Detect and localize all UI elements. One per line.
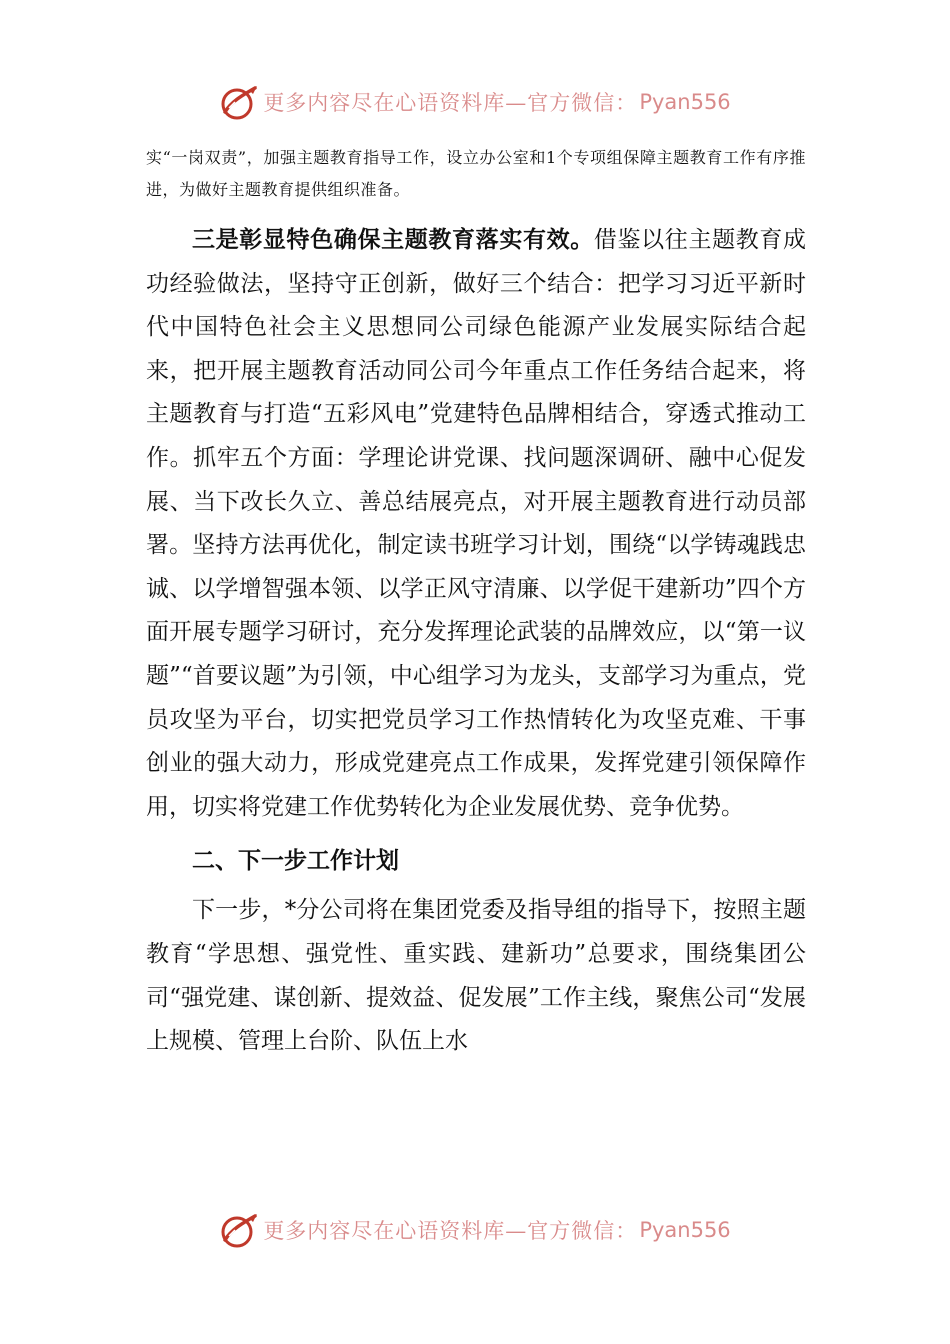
banner-text: 更多内容尽在心语资料库—官方微信：	[263, 1219, 638, 1243]
intro-paragraph: 实“一岗双责”，加强主题教育指导工作，设立办公室和1个专项组保障主题教育工作有序推进，为做好主题教育提供组织准备。	[146, 148, 806, 199]
pen-logo-icon	[219, 82, 259, 122]
section-three-lead: 三是彰显特色确保主题教育落实有效。	[192, 226, 594, 253]
banner-wechat-handle: Pyan556	[639, 1218, 731, 1242]
header-banner	[0, 80, 950, 124]
pen-logo-icon	[219, 1210, 259, 1250]
document-body	[146, 142, 806, 1064]
banner-text: 更多内容尽在心语资料库—官方微信：	[263, 91, 638, 115]
next-plan-paragraph: 下一步，*分公司将在集团党委及指导组的指导下，按照主题教育“学思想、强党性、重实践、建新功”总要求，围绕集团公司“强党建、谋创新、提效益、促发展”工作主线，聚焦公司“发展上规模、管理上台阶、队伍上水	[146, 897, 806, 1055]
heading-next-plan: 二、下一步工作计划	[192, 847, 399, 875]
banner-wechat-handle: Pyan556	[639, 90, 731, 114]
section-three-paragraph	[146, 218, 806, 829]
section-three-body: 借鉴以往主题教育成功经验做法，坚持守正创新，做好三个结合：把学习习近平新时代中国特色社会主义思想同公司绿色能源产业发展实际结合起来，把开展主题教育活动同公司今年重点工作任务结合起来，将主题教育与打造“五彩风电”党建特色品牌相结合，穿透式推动工作。抓牢五个方面：学理论讲党课、找问题深调研、融中心促发展、当下改长久立、善总结展亮点，对开展主题教育进行动员部署。坚持方法再优化，制定读书班学习计划，围绕“以学铸魂践忠诚、以学增智强本领、以学正风守清廉、以学促干建新功”四个方面开展专题学习研讨，充分发挥理论武装的品牌效应，以“第一议题”“首要议题”为引领，中心组学习为龙头，支部学习为重点，党员攻坚为平台，切实把党员学习工作热情转化为攻坚克难、干事创业的强大动力，形成党建亮点工作成果，发挥党建引领保障作用，切实将党建工作优势转化为企业发展优势、竞争优势。	[146, 227, 807, 820]
footer-banner	[0, 1208, 950, 1252]
